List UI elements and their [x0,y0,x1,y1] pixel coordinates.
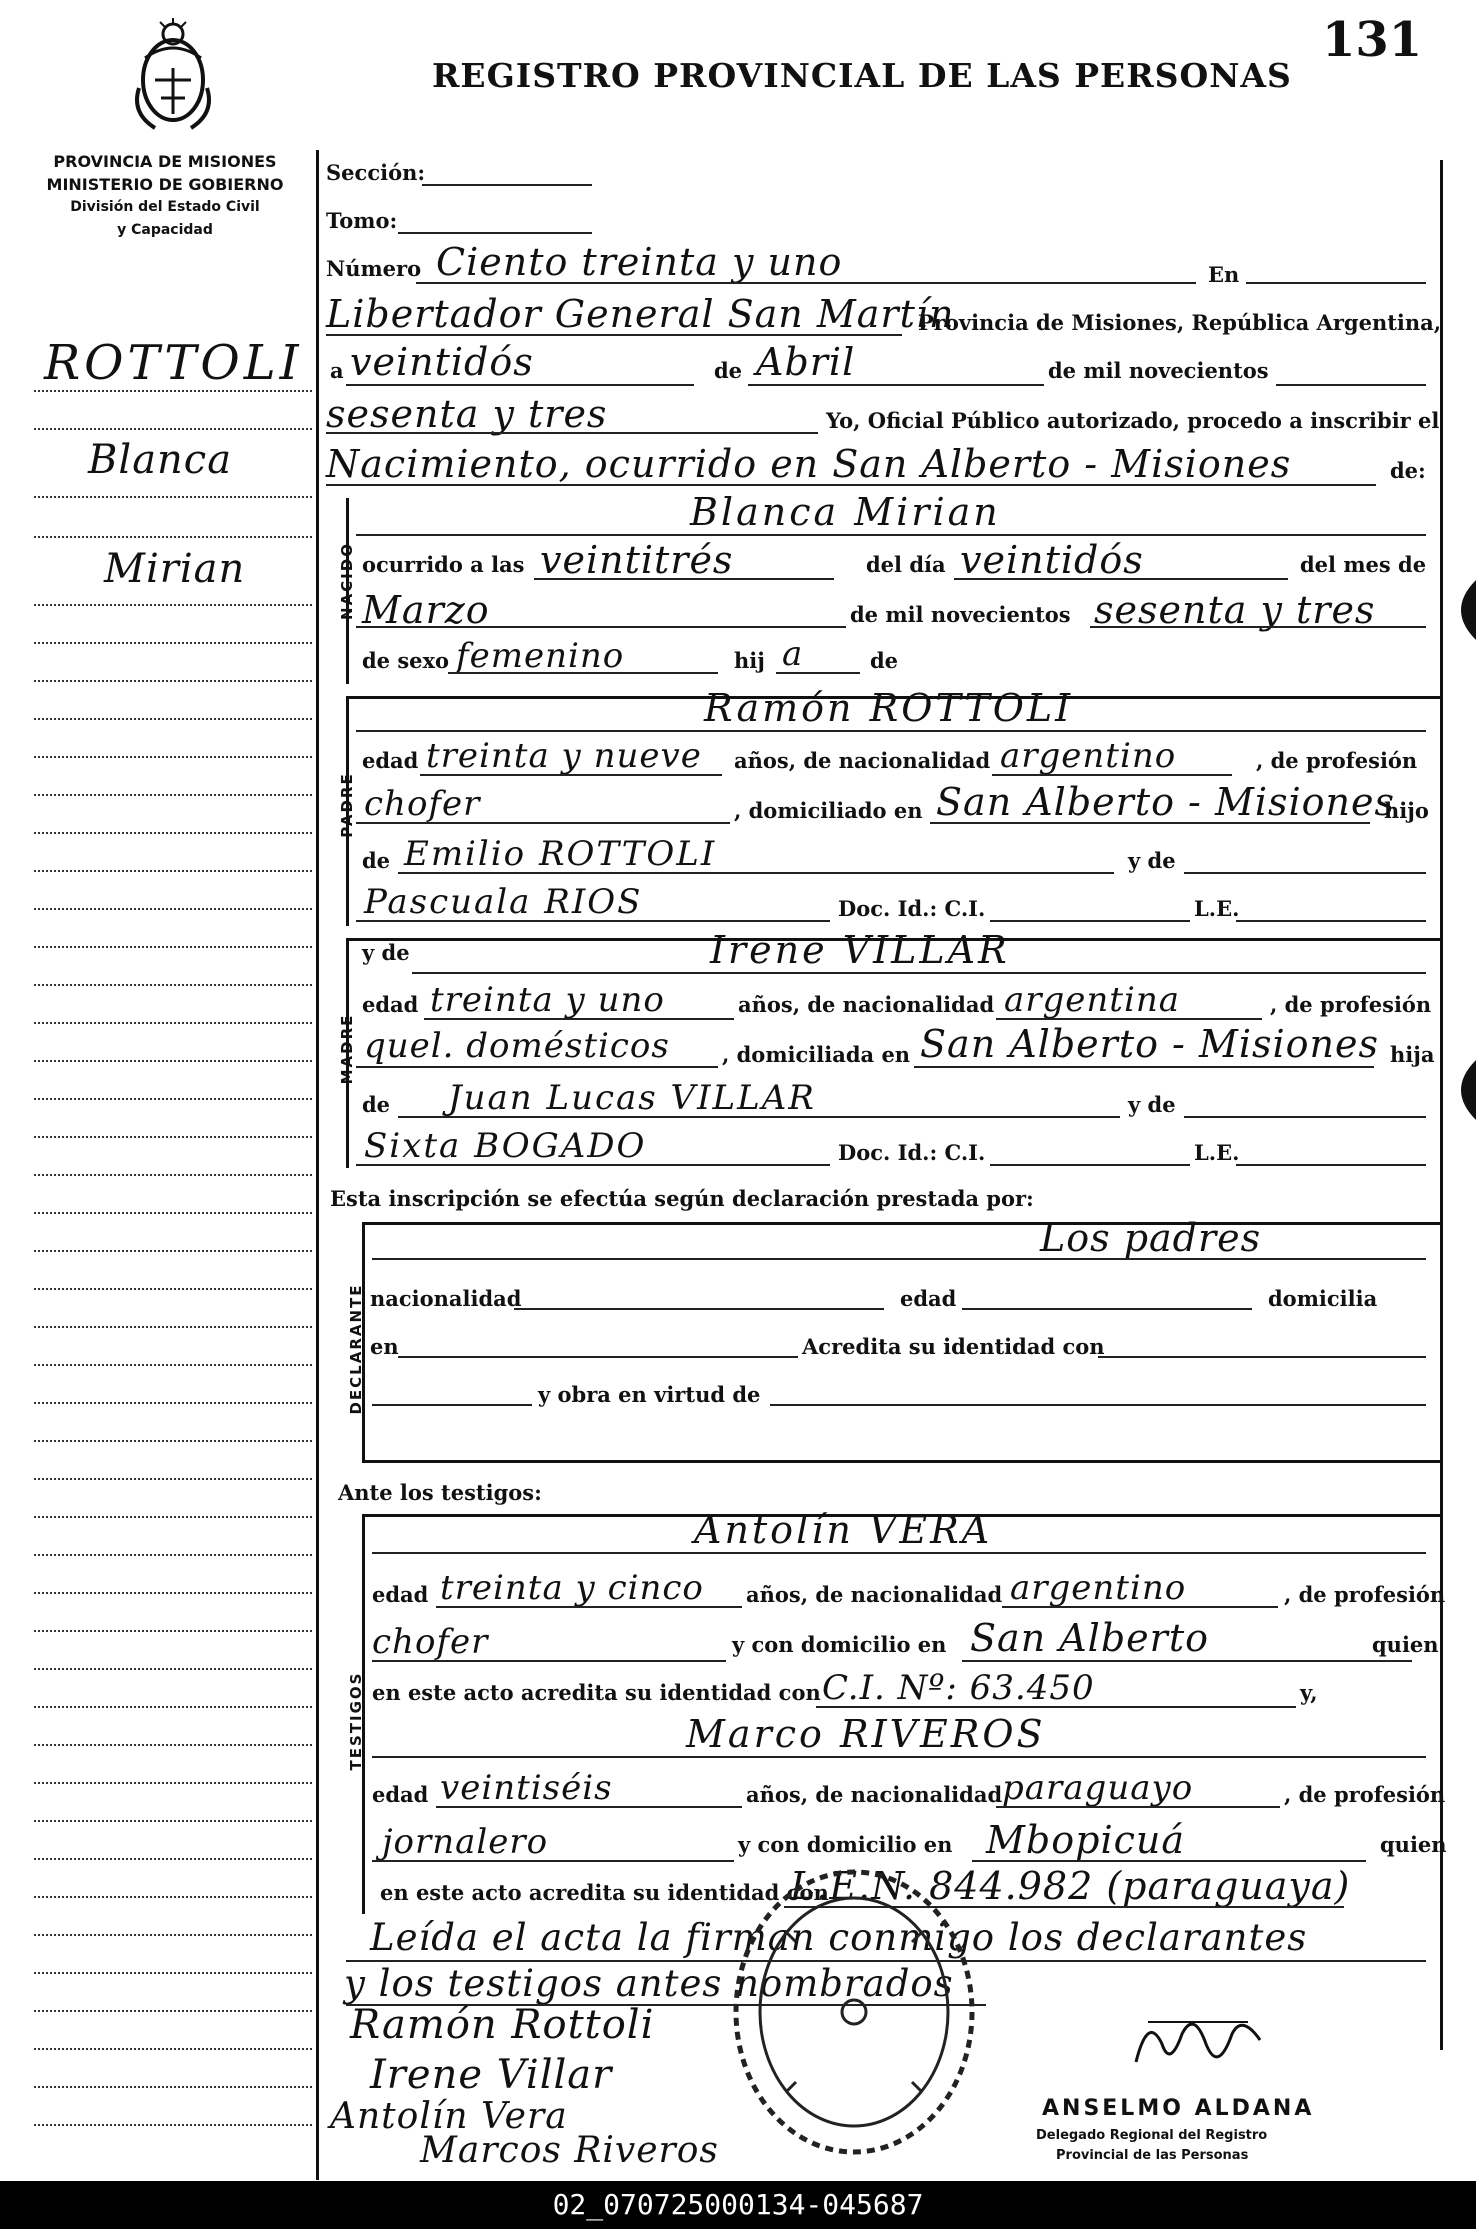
nacido-name-field [356,534,1426,536]
madre-yde2-label: y de [1128,1092,1176,1117]
madre-nac-value: argentina [1004,980,1181,1020]
testigo2-dom-field [972,1860,1366,1862]
testigo1-acredita-label: en este acto acredita su identidad con [372,1680,821,1705]
seccion-field [422,184,592,186]
testigo1-quien-text: quien [1372,1632,1439,1657]
madre-mother-value: Sixta BOGADO [364,1126,647,1166]
ocurrido-label: ocurrido a las [362,552,525,577]
testigo2-nac-field [996,1806,1280,1808]
padre-name-value: Ramón ROTTOLI [704,686,1074,730]
closing-line-2: y los testigos antes nombrados [344,1962,954,2005]
testigo2-name-value: Marco RIVEROS [686,1712,1046,1756]
madre-doc-label: Doc. Id.: C.I. [838,1140,986,1165]
madre-prof-field [356,1066,718,1068]
sexo-value: femenino [456,636,625,676]
madre-prof-label: , de profesión [1270,992,1432,1017]
testigo1-prof-field [372,1660,726,1662]
testigo1-doc-value: C.I. Nº: 63.450 [822,1668,1095,1708]
scan-footer-code: 02_070725000134-045687 [552,2188,924,2221]
declarante-value: Los padres [1040,1216,1262,1260]
registration-day-value: veintidós [350,340,534,384]
sidebar-surname: ROTTOLI [44,335,303,391]
testigo2-prof-value: jornalero [382,1822,549,1862]
declarante-nac-label: nacionalidad [370,1286,522,1311]
padre-dom-value: San Alberto - Misiones [936,780,1396,824]
madre-doc-field [990,1164,1190,1166]
birth-hour-field [534,578,834,580]
testigo2-prof-label: , de profesión [1284,1782,1446,1807]
padre-prof-label: , de profesión [1256,748,1418,773]
testigo2-doc-value: L.E.N. 844.982 (paraguaya) [790,1864,1351,1908]
testigo1-name-value: Antolín VERA [694,1508,993,1552]
sidebar-province: PROVINCIA DE MISIONES [53,152,277,171]
madre-edad-label: edad [362,992,419,1017]
sidebar-ministry: MINISTERIO DE GOBIERNO [46,175,284,194]
testigos-section-label: TESTIGOS [347,1671,365,1771]
sidebar-division: División del Estado Civil [70,199,260,215]
declarante-edad-label: edad [900,1286,957,1311]
padre-dom-label: , domiciliado en [734,798,923,823]
padre-prof-field [356,822,730,824]
testigo2-prof-field [372,1860,734,1862]
en-field [1246,282,1426,284]
declarante-obra-field [770,1404,1426,1406]
declarante-value-field [372,1258,1426,1260]
registration-month-value: Abril [756,340,856,384]
hij-value: a [782,634,804,674]
provincia-label: Provincia de Misiones, República Argentina, [918,310,1442,335]
document-title: REGISTRO PROVINCIAL DE LAS PERSONAS [432,56,1292,95]
del-mes-label: del mes de [1300,552,1427,577]
sexo-label: de sexo [362,648,450,673]
testigo1-prof-label: , de profesión [1284,1582,1446,1607]
testigo2-edad-label: edad [372,1782,429,1807]
madre-name-field [412,972,1426,974]
a-label: a [330,358,344,383]
birth-hour-value: veintitrés [540,538,734,582]
testigo2-dom-label: y con domicilio en [738,1832,953,1857]
signature-antolin-vera: Antolín Vera [330,2096,568,2137]
testigo2-edad-field [436,1806,742,1808]
padre-name-field [356,730,1426,732]
nacido-de-label: de [870,648,899,673]
signature-ramon-rottoli: Ramón Rottoli [350,2002,655,2048]
nacido-name-value: Blanca Mirian [690,490,1001,534]
padre-nac-field [992,774,1232,776]
hij-label: hij [734,648,765,673]
padre-prof-value: chofer [364,784,481,824]
declarante-section-label: DECLARANTE [347,1283,365,1415]
testigo1-nac-field [1002,1606,1278,1608]
madre-nac-field [996,1018,1262,1020]
official-name: ANSELMO ALDANA [1042,2096,1315,2121]
padre-doc-field [990,920,1190,922]
testigo2-nac-value: paraguayo [1002,1768,1194,1808]
madre-yde2-field [1184,1116,1426,1118]
del-dia-label: del día [866,552,946,577]
birth-year-field [1090,626,1426,628]
testigo1-quien-visible [1372,1632,1439,1657]
madre-nac-label: años, de nacionalidad [738,992,995,1017]
registration-month-field [748,384,1044,386]
signature-irene-villar: Irene Villar [370,2052,613,2098]
tomo-field [398,232,592,234]
madre-le-field [1236,1164,1426,1166]
madre-de-label: de [362,1092,391,1117]
padre-yde-field [1184,872,1426,874]
madre-le-label: L.E. [1194,1140,1240,1165]
padre-dom-field [930,822,1370,824]
place-value: Libertador General San Martín [326,292,955,336]
declarante-domic-label: domicilia [1268,1286,1378,1311]
birth-month-value: Marzo [362,588,490,632]
madre-father-field [398,1116,1120,1118]
act-field [326,484,1376,486]
oficial-label: Yo, Oficial Público autorizado, procedo a inscribir el [826,408,1440,433]
testigo1-edad-field [436,1606,742,1608]
madre-edad-value: treinta y uno [430,980,665,1020]
padre-nac-value: argentino [1000,736,1177,776]
page-number: 131 [1322,12,1423,68]
numero-field [416,282,1196,284]
declarante-acredita-label: Acredita su identidad con [802,1334,1105,1359]
sidebar-capacity: y Capacidad [117,222,213,238]
declarante-obra-label: y obra en virtud de [538,1382,761,1407]
madre-name-value: Irene VILLAR [710,928,1010,972]
official-signature-scribble [1128,2004,1268,2076]
padre-de-label: de [362,848,391,873]
madre-edad-field [424,1018,734,1020]
padre-father-value: Emilio ROTTOLI [404,834,717,874]
declarante-en-label: en [370,1334,399,1359]
testigo1-name-field [372,1552,1426,1554]
sidebar-given-name-1: Blanca [88,437,233,483]
testigo1-dom-field [962,1660,1412,1662]
declarante-nac-field [514,1308,884,1310]
madre-yde-label: y de [362,940,410,965]
testigo1-dom-label: y con domicilio en [732,1632,947,1657]
tomo-label: Tomo: [326,208,398,233]
padre-section-label: PADRE [338,772,356,838]
testigo1-doc-field [816,1706,1296,1708]
signature-marcos-riveros: Marcos Riveros [420,2130,719,2171]
testigo2-dom-value: Mbopicuá [986,1818,1186,1862]
madre-dom-field [914,1066,1374,1068]
padre-hijo-label: hijo [1384,798,1429,823]
sexo-field [448,672,718,674]
scan-footer-bar [0,2181,1476,2229]
declarante-obra-prefix-field [372,1404,532,1406]
testigo1-edad-label: edad [372,1582,429,1607]
en-label: En [1208,262,1240,287]
padre-father-field [398,872,1114,874]
registration-year-field [326,432,818,434]
testigo2-nac-label: años, de nacionalidad [746,1782,1003,1807]
mil-novecientos-label: de mil novecientos [1048,358,1269,383]
padre-edad-field [420,774,722,776]
padre-mother-field [356,920,830,922]
madre-father-value: Juan Lucas VILLAR [448,1078,816,1118]
madre-dom-value: San Alberto - Misiones [920,1022,1380,1066]
nacido-section-label: NACIDO [338,542,356,620]
birth-day-field [954,578,1288,580]
main-left-border [316,150,319,2180]
padre-nac-label: años, de nacionalidad [734,748,991,773]
madre-section-label: MADRE [338,1013,356,1085]
padre-le-field [1236,920,1426,922]
testigo1-nac-label: años, de nacionalidad [746,1582,1003,1607]
testigo1-prof-value: chofer [372,1622,489,1662]
madre-dom-label: , domiciliada en [722,1042,911,1067]
declarante-bottom-rule [362,1460,1440,1463]
de-label-1: de [714,358,743,383]
padre-mother-value: Pascuala RIOS [364,882,643,922]
testigo2-acredita-label: en este acto acredita su identidad con [380,1880,829,1905]
de-colon-label: de: [1390,458,1426,483]
madre-prof-value: quel. domésticos [364,1026,670,1066]
sidebar-header [30,150,300,242]
birth-mil-label: de mil novecientos [850,602,1071,627]
official-seal-stamp [726,1862,982,2162]
testigo2-edad-value: veintiséis [440,1768,613,1808]
numero-label: Número [326,256,422,281]
registration-year-value: sesenta y tres [326,392,608,436]
testigo2-quien-label: quien [1380,1832,1447,1857]
birth-year-value: sesenta y tres [1094,588,1376,632]
seccion-label: Sección: [326,160,426,185]
sidebar-given-name-2: Mirian [104,546,246,592]
testigos-intro-label: Ante los testigos: [338,1480,542,1505]
declarante-acredita-field [1098,1356,1426,1358]
birth-month-field [356,626,846,628]
declarante-en-field [398,1356,798,1358]
declarante-top-rule [362,1222,1440,1225]
numero-value: Ciento treinta y uno [436,240,843,284]
binding-hole-marks [1436,580,1476,1140]
madre-hija-label: hija [1390,1042,1435,1067]
testigo1-dom-value: San Alberto [970,1616,1209,1660]
act-value: Nacimiento, ocurrido en San Alberto - Misiones [326,442,1292,486]
official-title-line-1: Delegado Regional del Registro [1036,2128,1268,2143]
testigo1-y-label: y, [1300,1680,1318,1705]
padre-yde-label: y de [1128,848,1176,873]
place-field [326,334,902,336]
padre-le-label: L.E. [1194,896,1240,921]
mil-novecientos-field [1276,384,1426,386]
testigo1-edad-value: treinta y cinco [440,1568,704,1608]
declarante-edad-field [962,1308,1252,1310]
padre-doc-label: Doc. Id.: C.I. [838,896,986,921]
official-title-line-2: Provincial de las Personas [1056,2148,1249,2163]
coat-of-arms-emblem [125,18,221,136]
madre-mother-field [356,1164,830,1166]
testigo1-nac-value: argentino [1010,1568,1187,1608]
testigo2-name-field [372,1756,1426,1758]
padre-edad-label: edad [362,748,419,773]
birth-day-value: veintidós [960,538,1144,582]
registration-day-field [346,384,694,386]
declarante-intro-label: Esta inscripción se efectúa según declaración prestada por: [330,1186,1034,1211]
hij-field [776,672,860,674]
padre-edad-value: treinta y nueve [426,736,702,776]
closing-line-1: Leída el acta la firman conmigo los declarantes [370,1916,1308,1959]
